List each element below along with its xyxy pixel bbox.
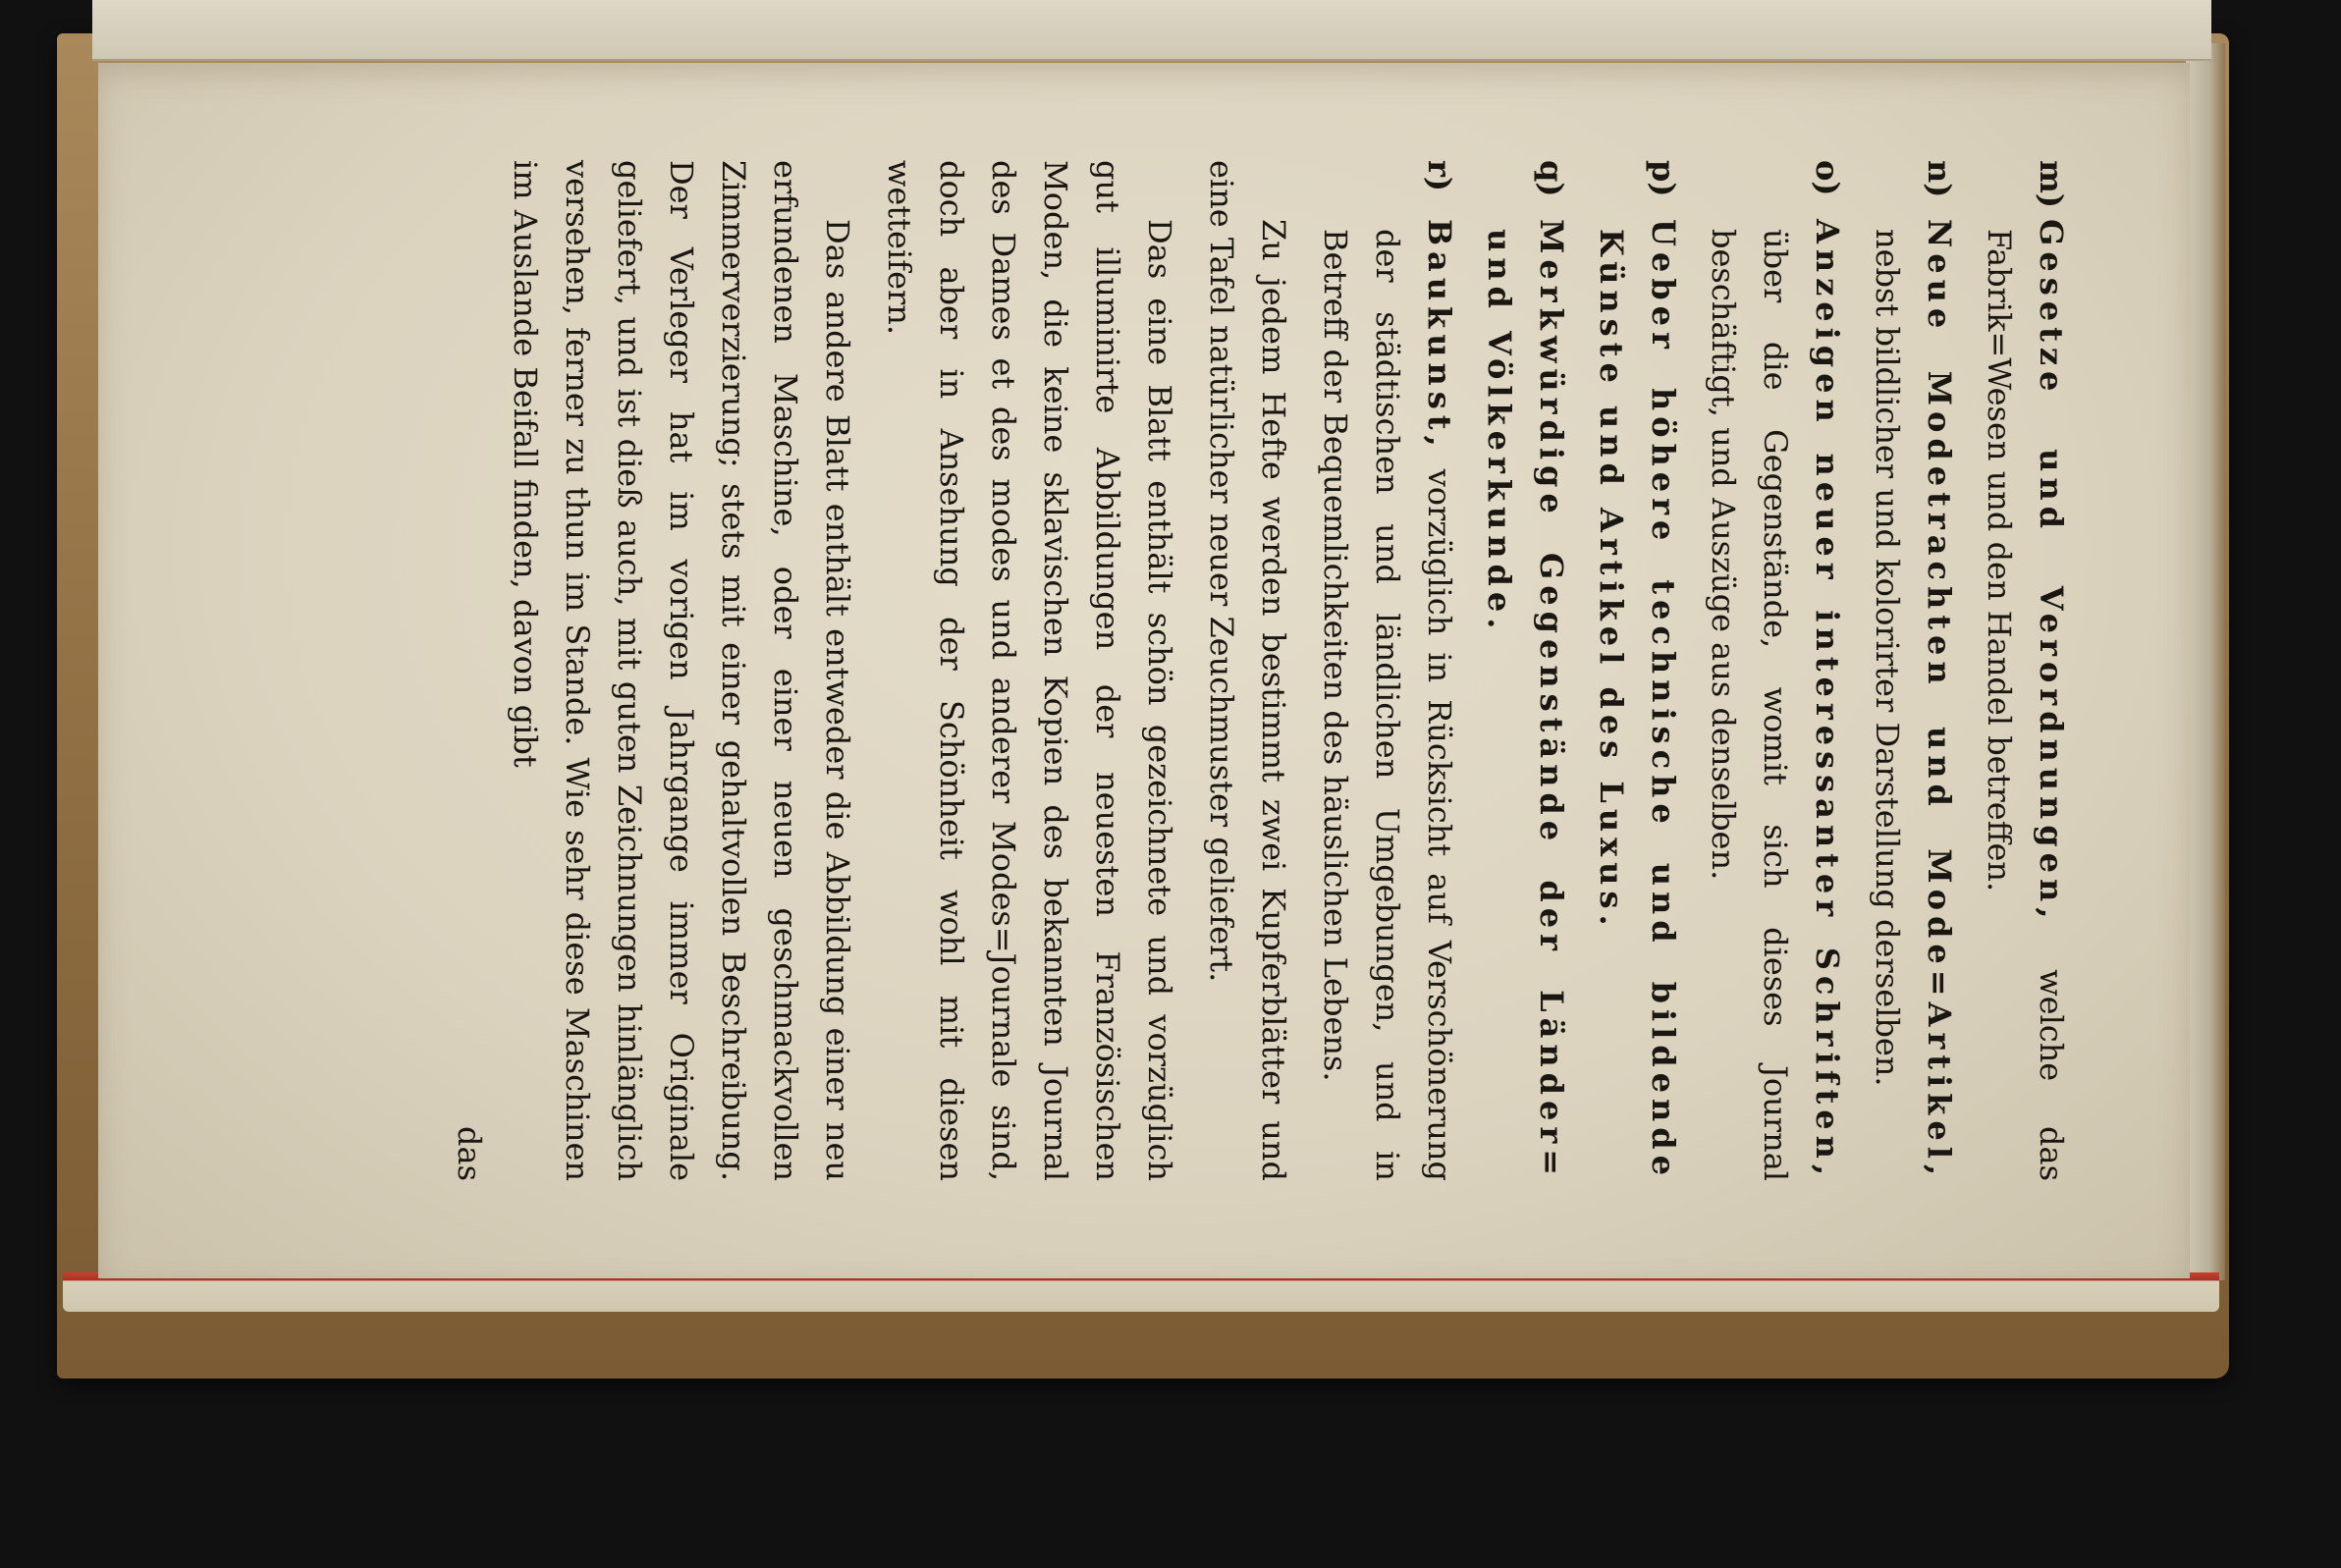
item-text: nebst bildlicher und kolorirter Darstellung derselben. <box>1869 229 1906 1087</box>
page-stack-edge <box>2186 43 2225 1280</box>
facing-page <box>92 0 2211 61</box>
item-lead: Anzeigen neuer interessanter Schriften, <box>1809 219 1846 1181</box>
item-marker: o) <box>1809 160 1846 196</box>
item-marker: m) <box>2033 160 2070 208</box>
list-item <box>1973 160 2077 1181</box>
book-page <box>98 63 2190 1278</box>
item-marker: p) <box>1645 160 1682 197</box>
item-text: über die Gegenstände, womit sich dieses Journal beschäftigt, und Auszüge aus denselben. <box>1705 229 1794 1181</box>
item-lead: Neue Modetrachten und Mode=Artikel, <box>1921 219 1958 1181</box>
item-lead: Merkwürdige Gegenstände der Länder= und Völkerkunde. <box>1481 219 1570 1181</box>
page-text <box>211 160 2077 1181</box>
item-text: vorzüglich in Rücksicht auf Verschönerung der städtischen und ländlichen Umgebungen, und in Betreff der Bequemlichkeiten des häuslichen Lebens. <box>1317 229 1458 1181</box>
item-text: welche das Fabrik=Wesen und den Handel betreffen. <box>1981 229 2070 1182</box>
list-item <box>1309 160 1465 1181</box>
item-marker: r) <box>1421 160 1458 191</box>
item-lead: Baukunst, <box>1421 219 1458 453</box>
body-paragraph: Zu jedem Hefte werden bestimmt zwei Kupferblätter und eine Tafel natürlicher neuer Zeuchmuster geliefert. <box>1203 160 1292 1181</box>
list-item <box>1697 160 1853 1181</box>
page-bottom-edge <box>63 1272 2219 1312</box>
body-paragraph: Das andere Blatt enthält entweder die Abbildung einer neu erfundenen Maschine, oder einer neuen geschmackvollen Zimmerverzierung; stets mit einer gehaltvollen Beschreibung. Der Verleger hat im vorigen Jahrgange immer Originale geliefert, und ist dieß auch, mit guten Zeichnungen hinlänglich versehen, ferner zu thun im Stande. Wie sehr diese Maschinen im Auslande Beifall finden, davon gibt <box>507 160 856 1181</box>
list-item <box>1473 160 1577 1181</box>
list-item <box>1861 160 1965 1181</box>
list-item <box>1585 160 1689 1181</box>
body-paragraph: Das eine Blatt enthält schön gezeichnete und vorzüglich gut illuminirte Abbildungen der neuesten Französischen Moden, die keine sklavischen Kopien des bekannten Journal des Dames et des modes und anderer Modes=Journale sind, doch aber in Ansehung der Schönheit wohl mit diesen wetteifern. <box>881 160 1178 1181</box>
item-lead: Ueber höhere technische und bildende Künste und Artikel des Luxus. <box>1593 219 1682 1181</box>
item-marker: q) <box>1533 160 1570 197</box>
catchword: das <box>451 1126 488 1181</box>
item-lead: Gesetze und Verordnungen, <box>2033 219 2070 925</box>
item-marker: n) <box>1921 160 1958 198</box>
